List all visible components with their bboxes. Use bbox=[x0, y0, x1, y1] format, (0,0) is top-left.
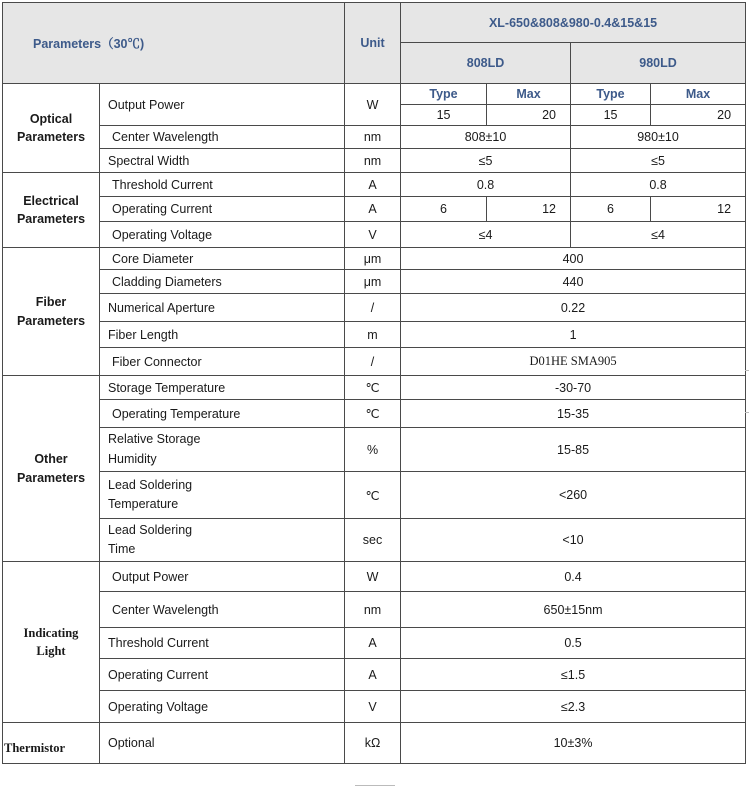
unit-il-operating-current: A bbox=[345, 659, 401, 691]
unit-fiber-length: m bbox=[345, 322, 401, 348]
unit-cladding-diameters: μm bbox=[345, 270, 401, 294]
lead-temp-label-line2: Temperature bbox=[108, 497, 179, 511]
core-diameter-value: 400 bbox=[401, 248, 746, 270]
center-wavelength-808: 808±10 bbox=[401, 126, 571, 149]
il-operating-current-value: ≤1.5 bbox=[401, 659, 746, 691]
storage-temperature-value: -30-70 bbox=[401, 376, 746, 400]
param-threshold-current: Threshold Current bbox=[100, 173, 345, 197]
param-operating-voltage: Operating Voltage bbox=[100, 222, 345, 248]
fiber-length-value: 1 bbox=[401, 322, 746, 348]
param-fiber-connector: Fiber Connector bbox=[100, 348, 345, 376]
il-output-power-value: 0.4 bbox=[401, 562, 746, 592]
param-numerical-aperture: Numerical Aperture bbox=[100, 294, 345, 322]
808ld-header: 808LD bbox=[401, 43, 571, 84]
output-power-808-max: 20 bbox=[487, 105, 571, 126]
980ld-header: 980LD bbox=[571, 43, 746, 84]
unit-lead-soldering-temperature: ℃ bbox=[345, 472, 401, 519]
output-power-980-max: 20 bbox=[651, 105, 746, 126]
center-wavelength-980: 980±10 bbox=[571, 126, 746, 149]
param-optional: Optional bbox=[100, 723, 345, 764]
numerical-aperture-value: 0.22 bbox=[401, 294, 746, 322]
thermistor-group: Thermistor bbox=[3, 723, 100, 764]
type-label-980: Type bbox=[571, 84, 651, 105]
relative-storage-humidity-value: 15-85 bbox=[401, 428, 746, 472]
param-cladding-diameters: Cladding Diameters bbox=[100, 270, 345, 294]
param-spectral-width: Spectral Width bbox=[100, 149, 345, 173]
operating-current-808-max: 12 bbox=[487, 197, 571, 222]
unit-operating-temperature: ℃ bbox=[345, 400, 401, 428]
operating-current-980-type: 6 bbox=[571, 197, 651, 222]
lead-soldering-time-value: <10 bbox=[401, 519, 746, 562]
param-relative-storage-humidity bbox=[100, 428, 345, 472]
fiber-connector-value: D01HE SMA905 bbox=[401, 348, 746, 376]
electrical-group: Electrical Parameters bbox=[3, 173, 100, 248]
max-label-808: Max bbox=[487, 84, 571, 105]
unit-il-threshold-current: A bbox=[345, 628, 401, 659]
operating-voltage-980: ≤4 bbox=[571, 222, 746, 248]
edge-mark bbox=[745, 412, 749, 413]
unit-fiber-connector: / bbox=[345, 348, 401, 376]
operating-current-980-max: 12 bbox=[651, 197, 746, 222]
param-il-operating-voltage: Operating Voltage bbox=[100, 691, 345, 723]
operating-temperature-value: 15-35 bbox=[401, 400, 746, 428]
unit-center-wavelength: nm bbox=[345, 126, 401, 149]
spec-table bbox=[2, 2, 746, 764]
max-label-980: Max bbox=[651, 84, 746, 105]
parameters-header: Parameters（30℃) bbox=[3, 3, 345, 84]
humidity-label-line2: Humidity bbox=[108, 451, 157, 466]
unit-relative-storage-humidity: % bbox=[345, 428, 401, 472]
optional-value: 10±3% bbox=[401, 723, 746, 764]
unit-optional: kΩ bbox=[345, 723, 401, 764]
optical-group: Optical Parameters bbox=[3, 84, 100, 173]
threshold-current-980: 0.8 bbox=[571, 173, 746, 197]
param-storage-temperature: Storage Temperature bbox=[100, 376, 345, 400]
operating-current-808-type: 6 bbox=[401, 197, 487, 222]
type-label-808: Type bbox=[401, 84, 487, 105]
param-lead-soldering-time bbox=[100, 519, 345, 562]
unit-header: Unit bbox=[345, 3, 401, 84]
unit-core-diameter: μm bbox=[345, 248, 401, 270]
param-core-diameter: Core Diameter bbox=[100, 248, 345, 270]
model-header: XL-650&808&980-0.4&15&15 bbox=[401, 3, 746, 43]
unit-operating-current: A bbox=[345, 197, 401, 222]
lead-time-label-line2: Time bbox=[108, 542, 136, 556]
lead-soldering-temperature-value: <260 bbox=[401, 472, 746, 519]
unit-numerical-aperture: / bbox=[345, 294, 401, 322]
cladding-diameters-value: 440 bbox=[401, 270, 746, 294]
param-fiber-length: Fiber Length bbox=[100, 322, 345, 348]
param-output-power: Output Power bbox=[100, 84, 345, 126]
il-center-wavelength-value: 650±15nm bbox=[401, 592, 746, 628]
unit-threshold-current: A bbox=[345, 173, 401, 197]
il-operating-voltage-value: ≤2.3 bbox=[401, 691, 746, 723]
unit-storage-temperature: ℃ bbox=[345, 376, 401, 400]
threshold-current-808: 0.8 bbox=[401, 173, 571, 197]
indicating-light-group bbox=[3, 562, 100, 723]
unit-il-center-wavelength: nm bbox=[345, 592, 401, 628]
output-power-808-type: 15 bbox=[401, 105, 487, 126]
other-group: Other Parameters bbox=[3, 376, 100, 562]
lead-time-label-line1: Lead Soldering bbox=[108, 522, 193, 537]
param-il-center-wavelength: Center Wavelength bbox=[100, 592, 345, 628]
edge-mark bbox=[355, 785, 395, 786]
edge-mark bbox=[745, 370, 749, 371]
unit-spectral-width: nm bbox=[345, 149, 401, 173]
unit-operating-voltage: V bbox=[345, 222, 401, 248]
spectral-width-808: ≤5 bbox=[401, 149, 571, 173]
param-operating-temperature: Operating Temperature bbox=[100, 400, 345, 428]
unit-lead-soldering-time: sec bbox=[345, 519, 401, 562]
fiber-group: Fiber Parameters bbox=[3, 248, 100, 376]
unit-output-power: W bbox=[345, 84, 401, 126]
spectral-width-980: ≤5 bbox=[571, 149, 746, 173]
operating-voltage-808: ≤4 bbox=[401, 222, 571, 248]
il-threshold-current-value: 0.5 bbox=[401, 628, 746, 659]
indicating-label-line1: Indicating bbox=[23, 625, 79, 640]
param-il-operating-current: Operating Current bbox=[100, 659, 345, 691]
unit-il-output-power: W bbox=[345, 562, 401, 592]
lead-temp-label-line1: Lead Soldering bbox=[108, 477, 193, 492]
param-il-threshold-current: Threshold Current bbox=[100, 628, 345, 659]
output-power-980-type: 15 bbox=[571, 105, 651, 126]
param-operating-current: Operating Current bbox=[100, 197, 345, 222]
humidity-label-line1: Relative Storage bbox=[108, 432, 201, 447]
param-il-output-power: Output Power bbox=[100, 562, 345, 592]
param-center-wavelength: Center Wavelength bbox=[100, 126, 345, 149]
unit-il-operating-voltage: V bbox=[345, 691, 401, 723]
param-lead-soldering-temperature bbox=[100, 472, 345, 519]
indicating-label-line2: Light bbox=[36, 644, 66, 658]
